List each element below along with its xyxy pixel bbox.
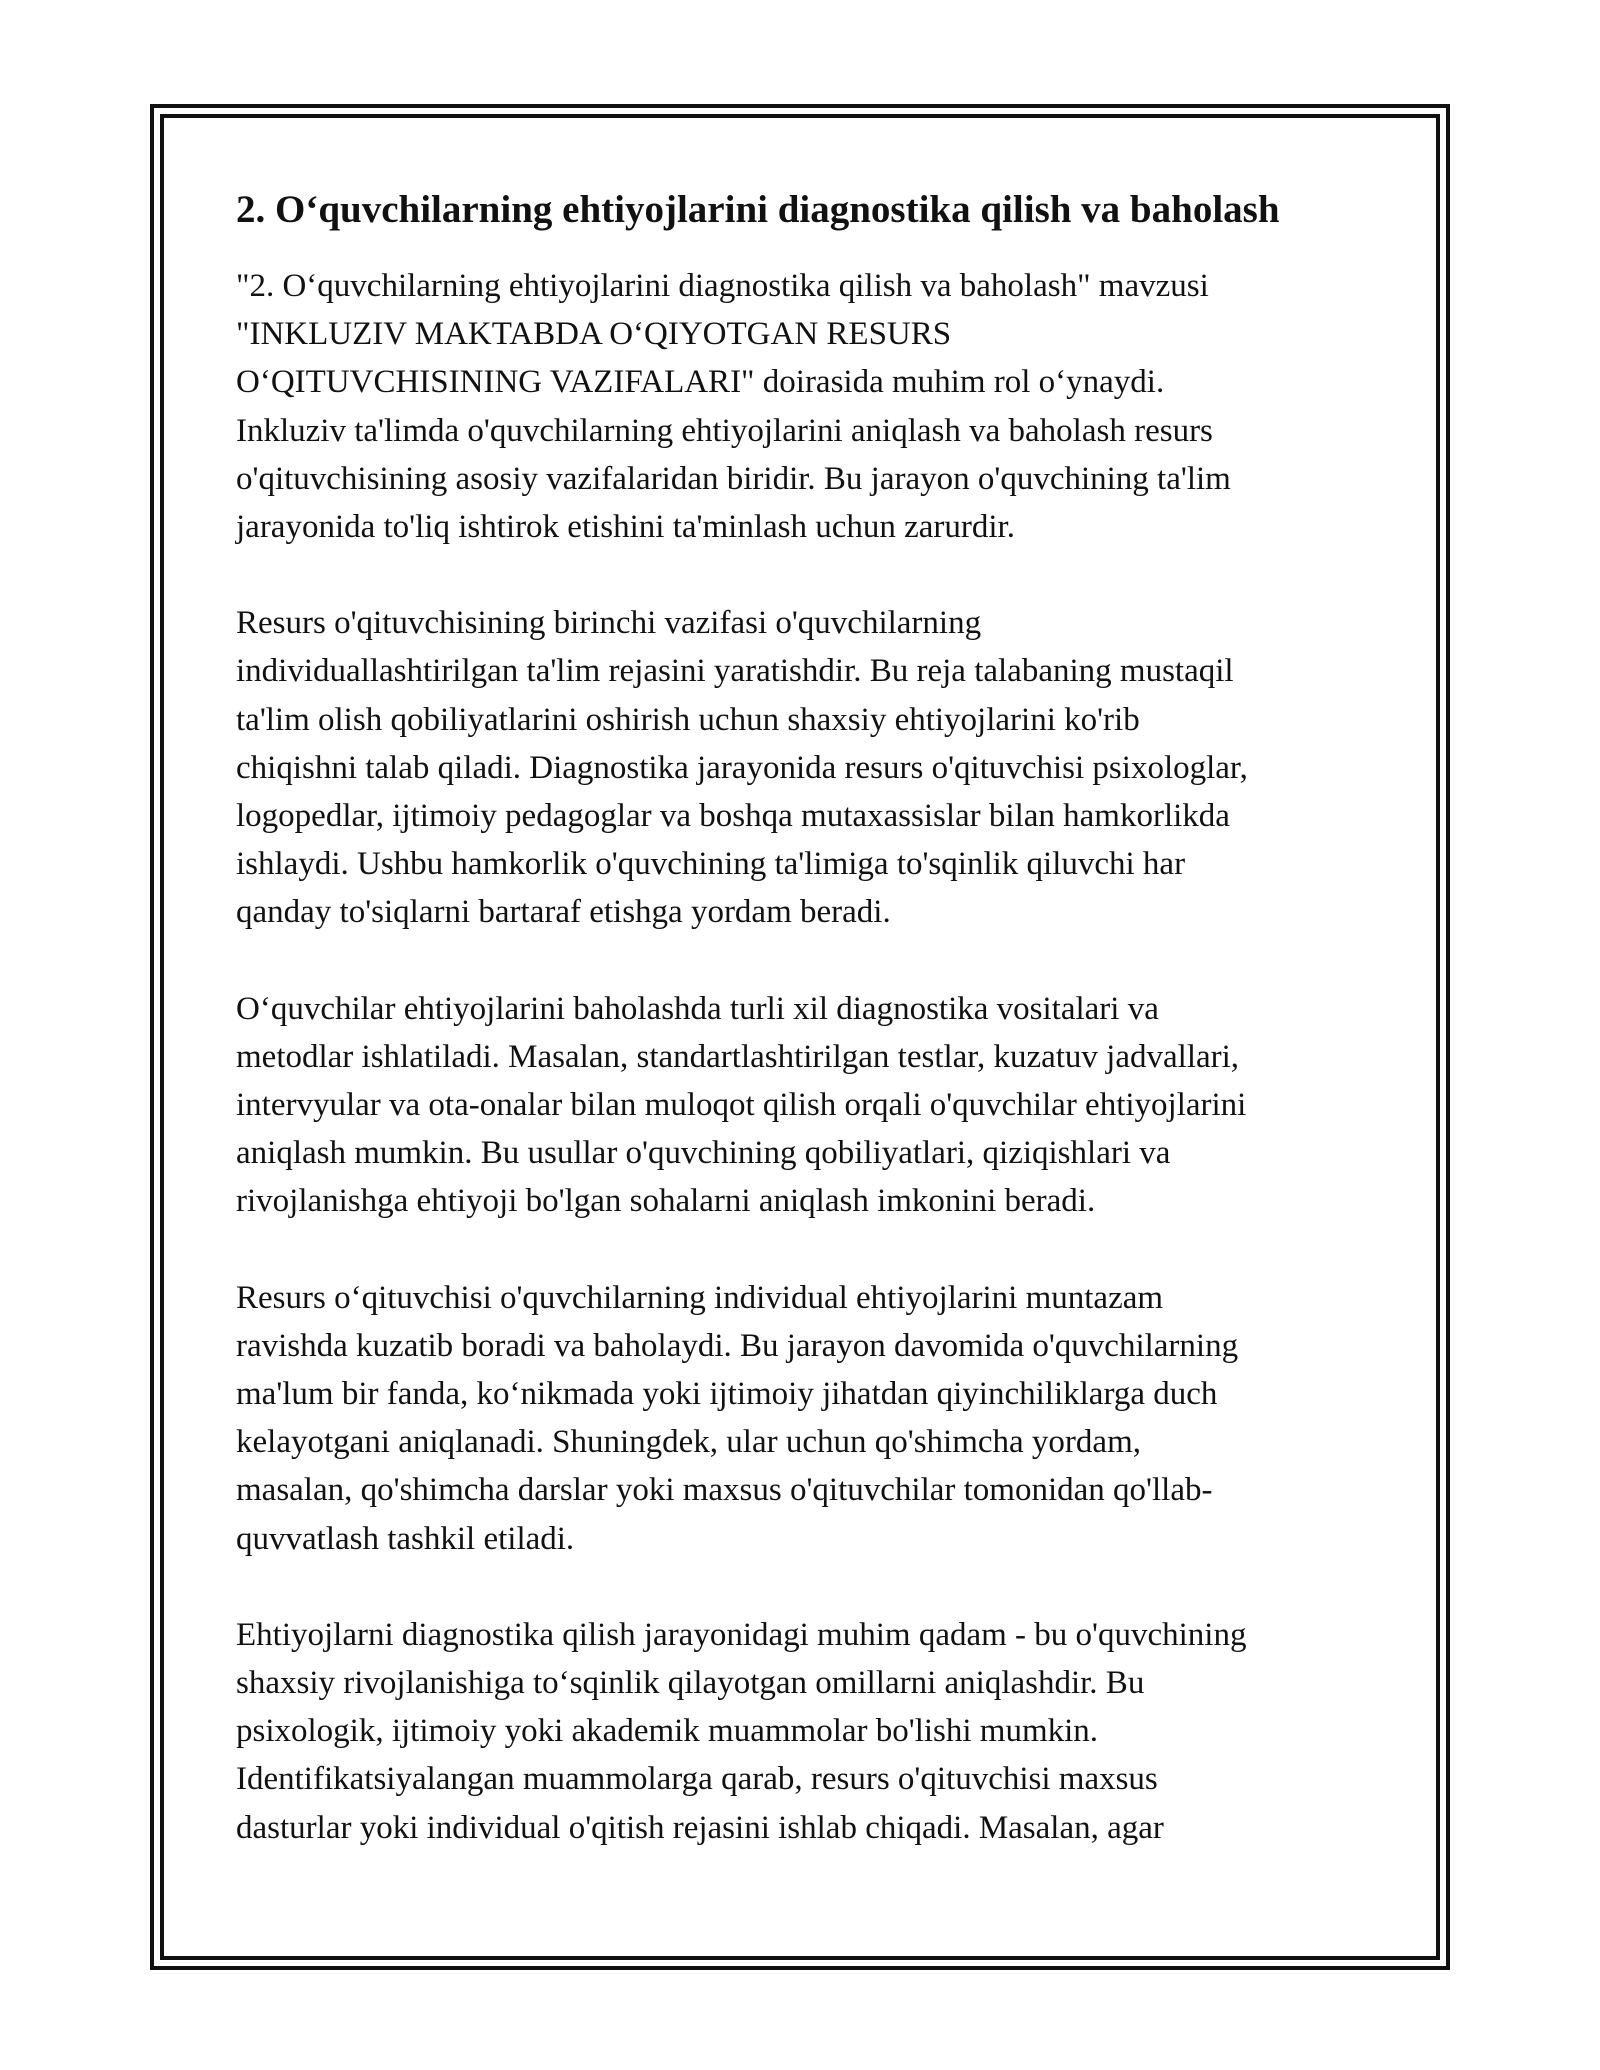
paragraph-1: "2. O‘quvchilarning ehtiyojlarini diagnostika qilish va baholash" mavzusi "INKLUZIV MAKTABDA O‘QIYOTGAN RESURS O‘QITUVCHISINING VAZIFALARI" doirasida muhim rol o‘ynaydi. Inkluziv ta'limda o'quvchilarning ehtiyojlarini aniqlash va baholash resurs o'qituvchisining asosiy vazifalaridan biridir. Bu jarayon o'quvchining ta'lim jarayonida to'liq ishtirok etishini ta'minlash uchun zarurdir. xyxy=(236,268,1231,546)
paragraph-4: Resurs o‘qituvchisi o'quvchilarning individual ehtiyojlarini muntazam ravishda kuzatib boradi va baholaydi. Bu jarayon davomida o'quvchilarning ma'lum bir fanda, ko‘nikmada yoki ijtimoiy jihatdan qiyinchiliklarga duch kelayotgani aniqlanadi. Shuningdek, ular uchun qo'shimcha yordam, masalan, qo'shimcha darslar yoki maxsus o'qituvchilar tomonidan qo'llab- quvvatlash tashkil etiladi. xyxy=(236,1279,1239,1557)
paragraph-2: Resurs o'qituvchisining birinchi vazifasi o'quvchilarning individuallashtirilgan ta'lim rejasini yaratishdir. Bu reja talabaning mustaqil ta'lim olish qobiliyatlarini oshirish uchun shaxsiy ehtiyojlarini ko'rib chiqishni talab qiladi. Diagnostika jarayonida resurs o'qituvchisi psixologlar, logopedlar, ijtimoiy pedagoglar va boshqa mutaxassislar bilan hamkorlikda ishlaydi. Ushbu hamkorlik o'quvchining ta'limiga to'sqinlik qiluvchi har qanday to'siqlarni bartaraf etishga yordam beradi. xyxy=(236,605,1248,931)
document-body xyxy=(236,184,1376,1900)
paragraph-5: Ehtiyojlarni diagnostika qilish jarayonidagi muhim qadam - bu o'quvchining shaxsiy rivojlanishiga to‘sqinlik qilayotgan omillarni aniqlashdir. Bu psixologik, ijtimoiy yoki akademik muammolar bo'lishi mumkin. Identifikatsiyalangan muammolarga qarab, resurs o'qituvchisi maxsus dasturlar yoki individual o'qitish rejasini ishlab chiqadi. Masalan, agar xyxy=(236,1616,1247,1846)
paragraph-3: O‘quvchilar ehtiyojlarini baholashda turli xil diagnostika vositalari va metodlar ishlatiladi. Masalan, standartlashtirilgan testlar, kuzatuv jadvallari, intervyular va ota-onalar bilan muloqot qilish orqali o'quvchilar ehtiyojlarini aniqlash mumkin. Bu usullar o'quvchining qobiliyatlari, qiziqishlari va rivojlanishga ehtiyoji bo'lgan sohalarni aniqlash imkonini beradi. xyxy=(236,990,1247,1220)
section-title: 2. O‘quvchilarning ehtiyojlarini diagnostika qilish va baholash xyxy=(236,188,1280,231)
